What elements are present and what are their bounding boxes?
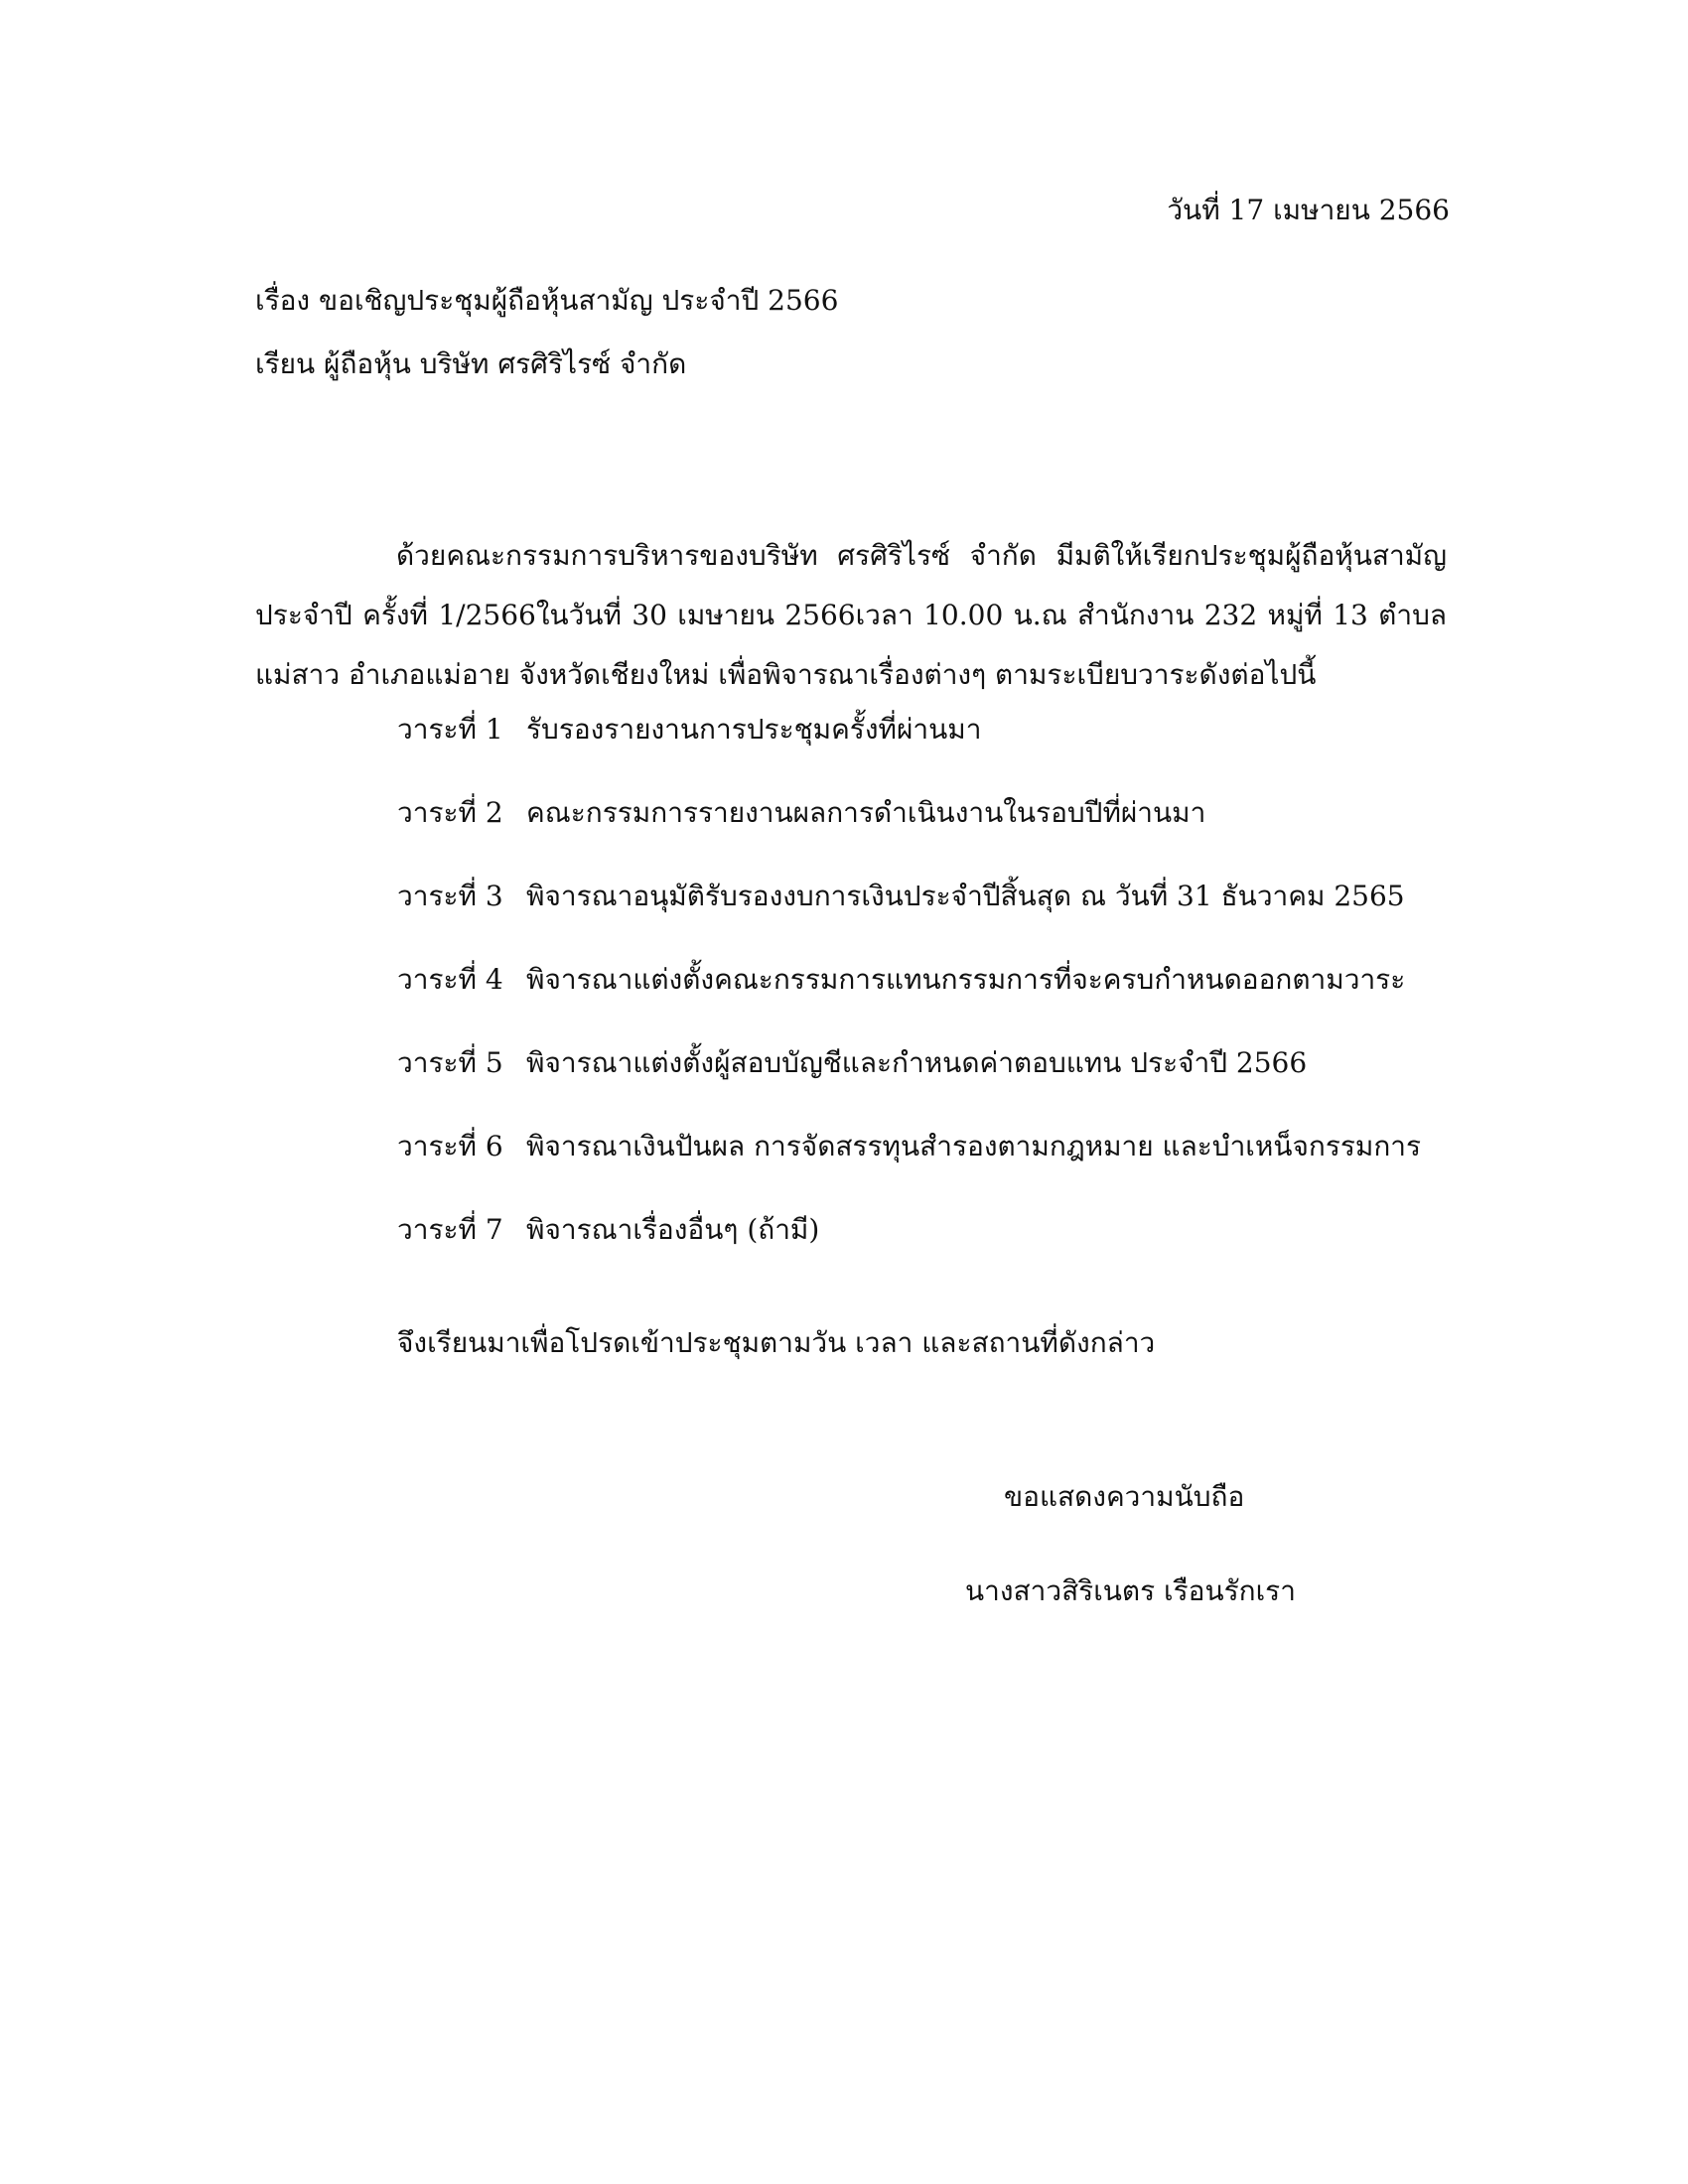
letter-date: วันที่ 17 เมษายน 2566	[1167, 194, 1450, 226]
agenda-item	[397, 793, 1489, 877]
agenda-text: พิจารณาเรื่องอื่นๆ (ถ้ามี)	[526, 1213, 820, 1246]
agenda-item	[397, 710, 1489, 793]
letter-regards: ขอแสดงความนับถือ	[1004, 1480, 1245, 1513]
agenda-number: วาระที่ 5	[397, 1046, 503, 1079]
agenda-number: วาระที่ 3	[397, 880, 503, 912]
agenda-number: วาระที่ 7	[397, 1213, 503, 1246]
agenda-text: พิจารณาอนุมัติรับรองงบการเงินประจำปีสิ้นสุด ณ วันที่ 31 ธันวาคม 2565	[526, 880, 1405, 912]
agenda-item	[397, 960, 1489, 1043]
signer-name: นางสาวสิริเนตร เรือนรักเรา	[965, 1574, 1296, 1607]
agenda-item	[397, 1210, 1489, 1294]
agenda-number: วาระที่ 6	[397, 1130, 503, 1162]
agenda-number: วาระที่ 1	[397, 713, 503, 746]
letter-closing: จึงเรียนมาเพื่อโปรดเข้าประชุมตามวัน เวลา และสถานที่ดังกล่าว	[397, 1326, 1156, 1359]
agenda-text: พิจารณาเงินปันผล การจัดสรรทุนสำรองตามกฎหมาย และบำเหน็จกรรมการ	[526, 1130, 1422, 1162]
agenda-text: พิจารณาแต่งตั้งคณะกรรมการแทนกรรมการที่จะครบกำหนดออกตามวาระ	[526, 963, 1406, 996]
agenda-text: คณะกรรมการรายงานผลการดำเนินงานในรอบปีที่ผ่านมา	[526, 796, 1206, 829]
agenda-number: วาระที่ 4	[397, 963, 503, 996]
letter-recipient: เรียน ผู้ถือหุ้น บริษัท ศรศิริไรซ์ จำกัด	[255, 347, 687, 380]
agenda-list	[397, 710, 1489, 1294]
letter-body: ด้วยคณะกรรมการบริหารของบริษัท ศรศิริไรซ์ จำกัด มีมติให้เรียกประชุมผู้ถือหุ้นสามัญประจำปี ครั้งที่ 1/2566ในวันที่ 30 เมษายน 2566เวลา 10.00 น.ณ สำนักงาน 232 หมู่ที่ 13 ตำบลแม่สาว อำเภอแม่อาย จังหวัดเชียงใหม่ เพื่อพิจารณาเรื่องต่างๆ ตามระเบียบวาระดังต่อไปนี้	[255, 539, 1447, 691]
agenda-item	[397, 1127, 1489, 1210]
agenda-text: พิจารณาแต่งตั้งผู้สอบบัญชีและกำหนดค่าตอบแทน ประจำปี 2566	[526, 1046, 1308, 1079]
agenda-item	[397, 877, 1489, 960]
agenda-item	[397, 1043, 1489, 1127]
letter-subject: เรื่อง ขอเชิญประชุมผู้ถือหุ้นสามัญ ประจำปี 2566	[255, 284, 839, 317]
agenda-text: รับรองรายงานการประชุมครั้งที่ผ่านมา	[526, 713, 982, 746]
agenda-number: วาระที่ 2	[397, 796, 503, 829]
